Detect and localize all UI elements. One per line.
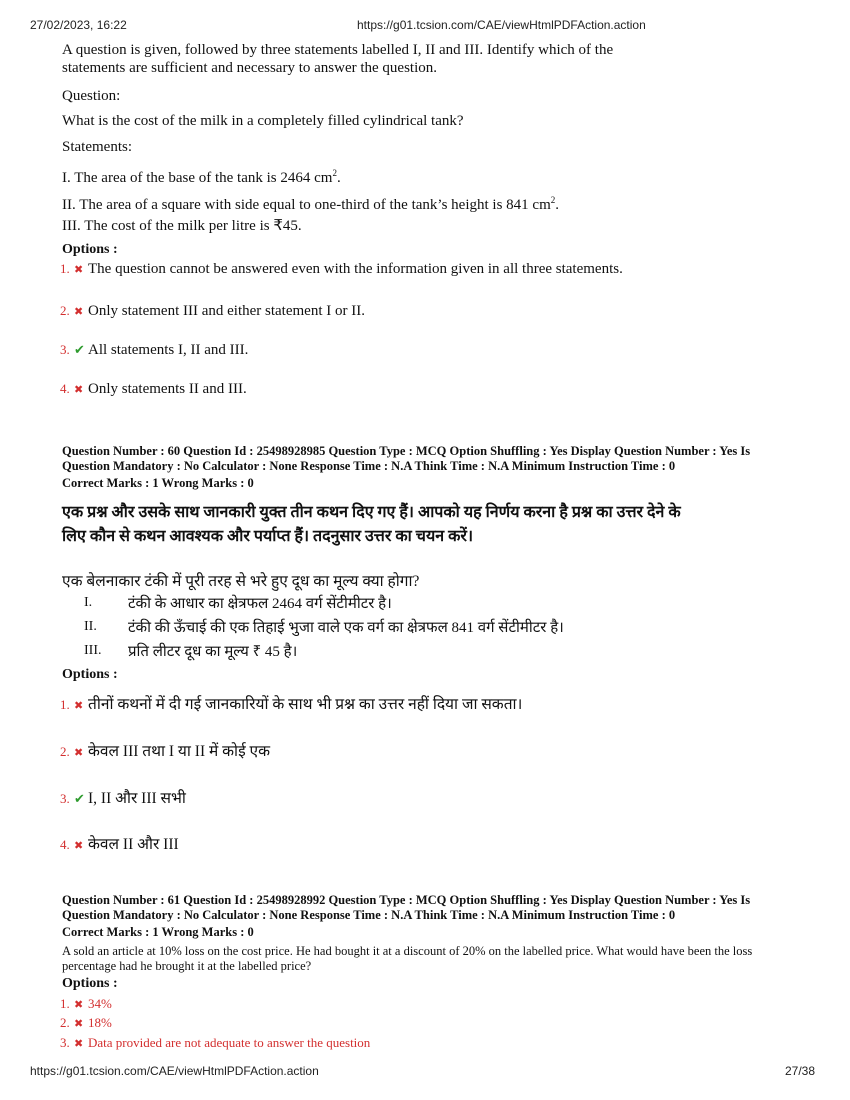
wrong-icon: ✖ bbox=[74, 384, 84, 396]
q60-intro-line1: एक प्रश्न और उसके साथ जानकारी युक्त तीन कथन दिए गए हैं। आपको यह निर्णय करना है प्रश्न का उत्तर देने के bbox=[62, 504, 681, 521]
q59-option-3 bbox=[60, 342, 248, 359]
q61-meta-line2: Question Mandatory : No Calculator : None Response Time : N.A Think Time : N.A Minimum Instruction Time : 0 bbox=[62, 908, 676, 922]
option-text: All statements I, II and III. bbox=[88, 342, 249, 358]
q60-option-2 bbox=[60, 739, 270, 761]
option-text: 18% bbox=[88, 1015, 112, 1030]
wrong-icon: ✖ bbox=[74, 840, 84, 852]
option-number: 4. bbox=[60, 381, 70, 396]
option-text: केवल III तथा I या II में कोई एक bbox=[88, 743, 271, 760]
option-number: 3. bbox=[60, 791, 70, 806]
q59-statement-3: III. The cost of the milk per litre is ₹45. bbox=[62, 218, 302, 234]
wrong-icon: ✖ bbox=[74, 264, 84, 276]
correct-icon: ✔ bbox=[74, 342, 85, 357]
q59-statements-label: Statements: bbox=[62, 139, 132, 155]
wrong-icon: ✖ bbox=[74, 1038, 84, 1050]
option-number: 1. bbox=[60, 261, 70, 276]
option-text: I, II और III सभी bbox=[88, 790, 186, 807]
option-text: Only statements II and III. bbox=[88, 381, 247, 397]
q60-statement-3-roman: III. bbox=[84, 643, 102, 658]
q60-intro-line2: लिए कौन से कथन आवश्यक और पर्याप्त हैं। तदनुसार उत्तर का चयन करें। bbox=[62, 528, 474, 545]
q61-meta-line1: Question Number : 61 Question Id : 25498928992 Question Type : MCQ Option Shuffling : Yes Display Question Number : Yes Is bbox=[62, 893, 751, 907]
option-number: 1. bbox=[60, 697, 70, 712]
q60-meta-line1: Question Number : 60 Question Id : 25498928985 Question Type : MCQ Option Shuffling : Yes Display Question Number : Yes Is bbox=[62, 444, 751, 458]
q60-statement-2: टंकी की ऊँचाई की एक तिहाई भुजा वाले एक वर्ग का क्षेत्रफल 841 वर्ग सेंटीमीटर है। bbox=[128, 620, 564, 636]
q61-question-line2: percentage had he brought it at the labelled price? bbox=[62, 959, 312, 973]
option-text: Only statement III and either statement I or II. bbox=[88, 303, 365, 319]
q59-option-4 bbox=[60, 381, 247, 398]
option-number: 1. bbox=[60, 996, 70, 1011]
q61-question-line1: A sold an article at 10% loss on the cost price. He had bought it at a discount of 20% on the labelled price. What would have been the loss bbox=[62, 944, 753, 958]
option-text: 34% bbox=[88, 996, 112, 1011]
q61-marks: Correct Marks : 1 Wrong Marks : 0 bbox=[62, 925, 254, 939]
option-text: The question cannot be answered even with the information given in all three statements. bbox=[88, 261, 623, 277]
q61-option-1 bbox=[60, 996, 112, 1012]
q60-option-1 bbox=[60, 692, 522, 714]
option-number: 2. bbox=[60, 303, 70, 318]
option-text: केवल II और III bbox=[88, 836, 179, 853]
q60-marks: Correct Marks : 1 Wrong Marks : 0 bbox=[62, 476, 254, 490]
q60-option-4 bbox=[60, 832, 179, 854]
q60-statement-3: प्रति लीटर दूध का मूल्य ₹ 45 है। bbox=[128, 644, 298, 660]
q60-meta-line2: Question Mandatory : No Calculator : None Response Time : N.A Think Time : N.A Minimum Instruction Time : 0 bbox=[62, 459, 676, 473]
wrong-icon: ✖ bbox=[74, 700, 84, 712]
q59-question-label: Question: bbox=[62, 88, 121, 104]
option-number: 4. bbox=[60, 837, 70, 852]
q59-statement-1: I. The area of the base of the tank is 2464 $cm^2$. bbox=[62, 168, 341, 186]
q59-intro-line2: statements are sufficient and necessary to answer the question. bbox=[62, 60, 438, 76]
footer-url: https://g01.tcsion.com/CAE/viewHtmlPDFAction.action bbox=[30, 1064, 319, 1078]
q60-statement-2-roman: II. bbox=[84, 619, 97, 634]
q60-question: एक बेलनाकार टंकी में पूरी तरह से भरे हुए दूध का मूल्य क्या होगा? bbox=[62, 573, 420, 590]
q59-question: What is the cost of the milk in a completely filled cylindrical tank? bbox=[62, 113, 464, 129]
option-number: 3. bbox=[60, 1035, 70, 1050]
q61-option-3 bbox=[60, 1035, 370, 1051]
q59-option-1 bbox=[60, 261, 623, 278]
page-number: 27/38 bbox=[785, 1064, 816, 1078]
correct-icon: ✔ bbox=[74, 791, 85, 806]
q59-statement-2: II. The area of a square with side equal to one-third of the tank’s height is 841 $cm^2$. bbox=[62, 195, 559, 213]
print-datetime: 27/02/2023, 16:22 bbox=[30, 18, 127, 32]
option-text: तीनों कथनों में दी गई जानकारियों के साथ भी प्रश्न का उत्तर नहीं दिया जा सकता। bbox=[88, 696, 523, 713]
q59-option-2 bbox=[60, 303, 365, 320]
wrong-icon: ✖ bbox=[74, 999, 84, 1011]
q59-options-label: Options : bbox=[62, 242, 118, 257]
q61-options-label: Options : bbox=[62, 976, 118, 991]
option-number: 2. bbox=[60, 744, 70, 759]
q60-options-label: Options : bbox=[62, 667, 118, 682]
wrong-icon: ✖ bbox=[74, 306, 84, 318]
option-text: Data provided are not adequate to answer the question bbox=[88, 1035, 371, 1050]
print-url: https://g01.tcsion.com/CAE/viewHtmlPDFAction.action bbox=[357, 18, 646, 32]
q59-intro-line1: A question is given, followed by three statements labelled I, II and III. Identify which of the bbox=[62, 42, 614, 58]
wrong-icon: ✖ bbox=[74, 1018, 84, 1030]
wrong-icon: ✖ bbox=[74, 747, 84, 759]
q60-option-3 bbox=[60, 786, 186, 808]
q61-option-2 bbox=[60, 1015, 112, 1031]
q60-statement-1: टंकी के आधार का क्षेत्रफल 2464 वर्ग सेंटीमीटर है। bbox=[128, 596, 392, 612]
q60-statement-1-roman: I. bbox=[84, 595, 93, 610]
option-number: 2. bbox=[60, 1015, 70, 1030]
option-number: 3. bbox=[60, 342, 70, 357]
